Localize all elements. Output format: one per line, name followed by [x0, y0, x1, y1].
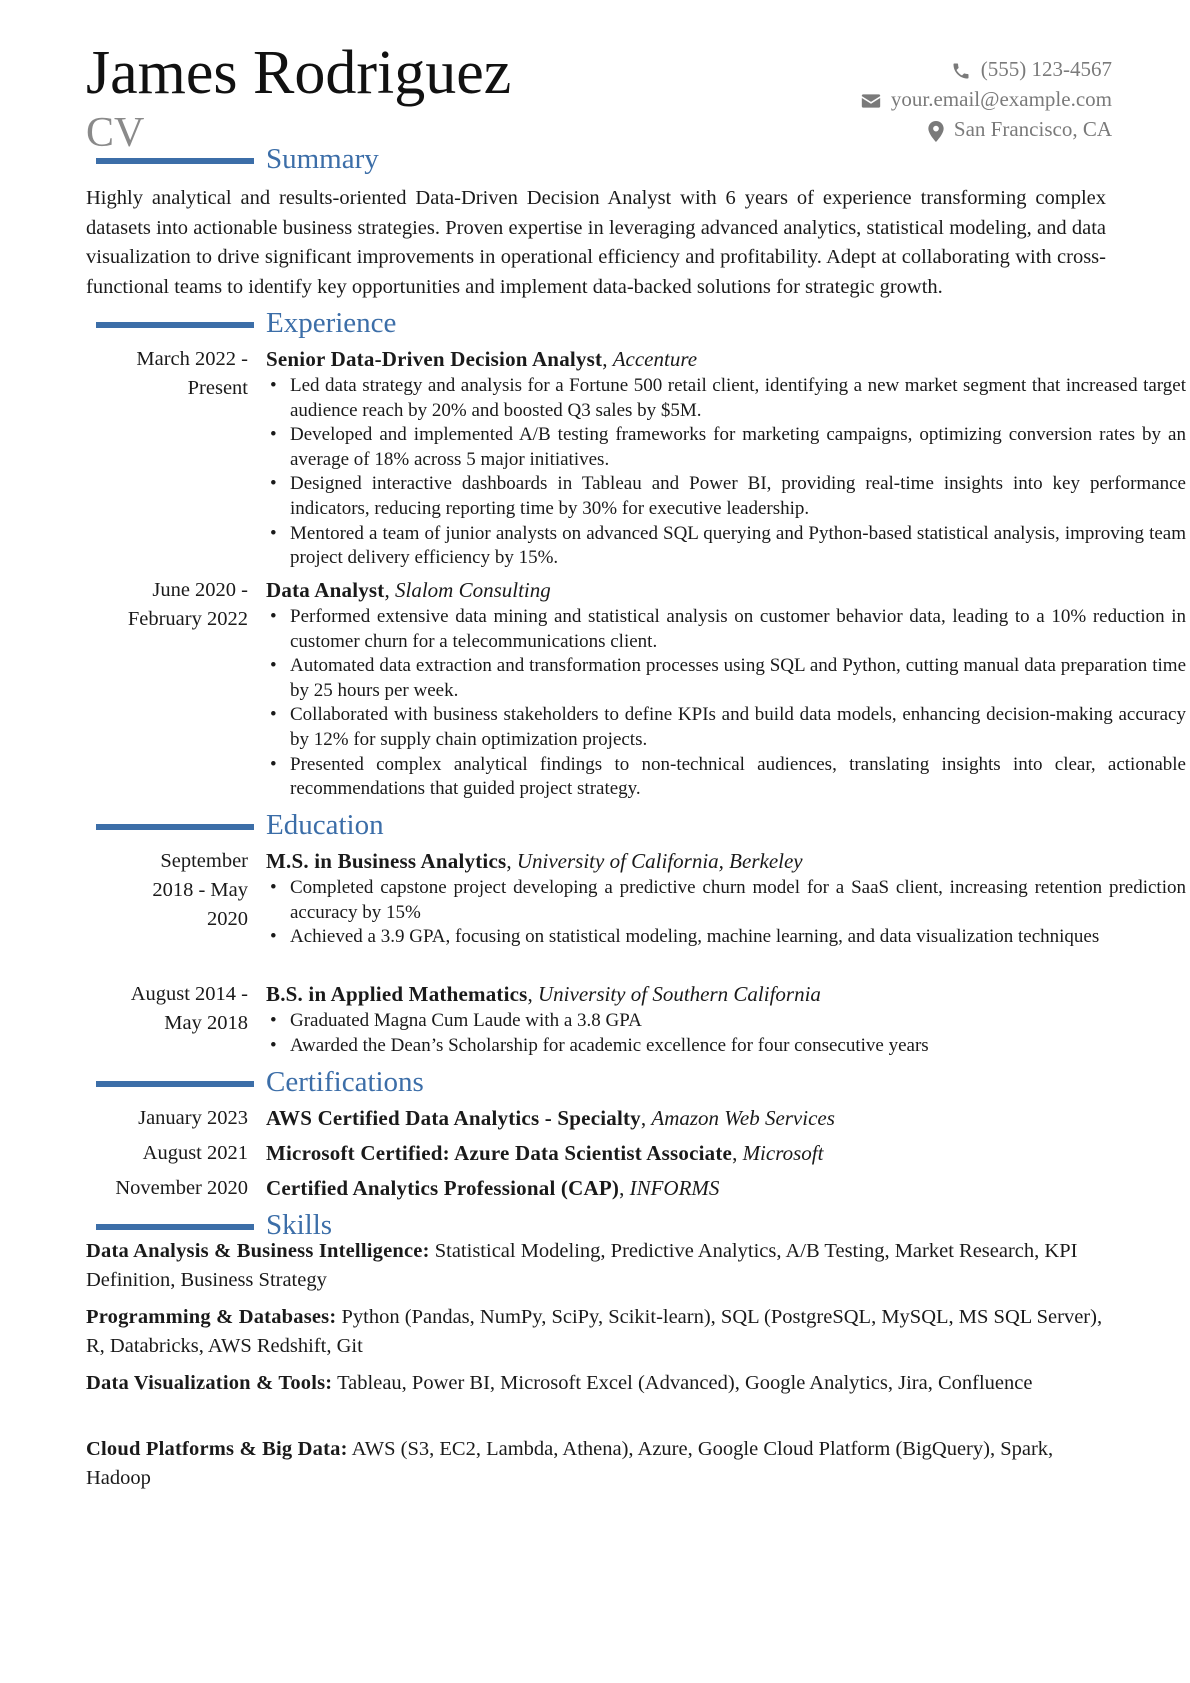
bullet-item: • Developed and implemented A/B testing frameworks for marketing campaigns, optimizing conversion rates by an average of 18% across 5 major initiatives.	[266, 423, 1186, 472]
bullet-item: • Awarded the Dean’s Scholarship for academic excellence for four consecutive years	[266, 1034, 1186, 1059]
bullet-item: • Graduated Magna Cum Laude with a 3.8 GPA	[266, 1009, 1186, 1034]
entry-body	[266, 847, 1186, 950]
date-start: March 2022 -	[136, 348, 248, 370]
entry-dates	[86, 345, 248, 403]
institution: University of California, Berkeley	[516, 849, 803, 873]
section-accent-bar	[96, 824, 254, 830]
certification-entry	[86, 1103, 1106, 1133]
certification-issuer: Microsoft	[742, 1141, 824, 1165]
date-line: September	[160, 850, 248, 872]
skill-group-values: AWS (S3, EC2, Lambda, Athena), Azure, Google Cloud Platform (BigQuery), Spark, Hadoop	[86, 1438, 1054, 1489]
envelope-icon	[861, 93, 881, 109]
certification-body: Microsoft Certified: Azure Data Scientist Associate, Microsoft	[266, 1141, 824, 1165]
employer: Slalom Consulting	[395, 578, 551, 602]
certification-body: AWS Certified Data Analytics - Specialty, Amazon Web Services	[266, 1106, 835, 1130]
skill-group-label: Data Visualization & Tools:	[86, 1372, 333, 1394]
certification-name: Microsoft Certified: Azure Data Scientist Associate	[266, 1141, 733, 1165]
bullet-item: • Performed extensive data mining and statistical analysis on customer behavior data, leading to a 10% reduction in customer churn for a telecommunications client.	[266, 605, 1186, 654]
document-subtitle: CV	[86, 110, 145, 156]
certification-name: AWS Certified Data Analytics - Specialty	[266, 1106, 641, 1130]
job-title: Senior Data-Driven Decision Analyst	[266, 347, 603, 371]
bullet-item: • Collaborated with business stakeholders to define KPIs and build data models, enhancing decision-making accuracy by 12% for supply chain optimization projects.	[266, 703, 1186, 752]
skill-group-values: Python (Pandas, NumPy, SciPy, Scikit-learn), SQL (PostgreSQL, MySQL, MS SQL Server), R, Databricks, AWS Redshift, Git	[86, 1306, 1103, 1357]
date-line: August 2014 -	[130, 983, 248, 1005]
entry-body	[266, 980, 1186, 1058]
entry-body	[266, 576, 1186, 802]
bullet-list	[266, 374, 1186, 571]
skill-group-label: Data Analysis & Business Intelligence:	[86, 1240, 430, 1262]
section-accent-bar	[96, 1081, 254, 1087]
bullet-item: • Presented complex analytical findings to non-technical audiences, translating insights into clear, actionable recommendations that guided project strategy.	[266, 753, 1186, 802]
entry-dates	[86, 576, 248, 634]
skill-group-values: Tableau, Power BI, Microsoft Excel (Advanced), Google Analytics, Jira, Confluence	[337, 1372, 1033, 1394]
certification-name: Certified Analytics Professional (CAP)	[266, 1176, 620, 1200]
job-title: Data Analyst	[266, 578, 385, 602]
bullet-item: • Led data strategy and analysis for a Fortune 500 retail client, identifying a new market segment that increased target audience reach by 20% and boosted Q3 sales by $5M.	[266, 374, 1186, 423]
section-accent-bar	[96, 1224, 254, 1230]
bullet-list	[266, 1009, 1186, 1058]
section-title: Education	[266, 809, 384, 841]
certification-body: Certified Analytics Professional (CAP), INFORMS	[266, 1176, 720, 1200]
skill-group-values: Statistical Modeling, Predictive Analytics, A/B Testing, Market Research, KPI Definition, Business Strategy	[86, 1240, 1078, 1291]
bullet-list	[266, 605, 1186, 802]
date-line: 2018 - May	[152, 879, 248, 901]
summary-text: Highly analytical and results-oriented Data-Driven Decision Analyst with 6 years of experience transforming complex datasets into actionable business strategies. Proven expertise in leveraging advanced analytics, statistical modeling, and data visualization to drive significant improvements in operational efficiency and profitability. Adept at collaborating with cross-functional teams to identify key opportunities and implement data-backed solutions for strategic growth.	[86, 187, 1106, 298]
contact-location	[861, 114, 1112, 144]
section-experience-header	[96, 309, 1116, 341]
date-end: February 2022	[127, 608, 248, 630]
entry-heading: B.S. in Applied Mathematics, University of Southern California	[266, 982, 821, 1006]
section-education-header	[96, 811, 1116, 843]
entry-dates	[86, 980, 248, 1038]
section-title: Skills	[266, 1209, 333, 1241]
bullet-item: • Designed interactive dashboards in Tableau and Power BI, providing real-time insights into key performance indicators, reducing reporting time by 30% for executive leadership.	[266, 472, 1186, 521]
date-line: 2020	[207, 908, 248, 930]
skill-group	[86, 1435, 1106, 1492]
contact-phone	[861, 54, 1112, 84]
map-pin-icon	[928, 121, 944, 142]
email-address[interactable]: your.email@example.com	[890, 87, 1112, 111]
certification-date: November 2020	[115, 1177, 248, 1199]
date-start: June 2020 -	[152, 579, 248, 601]
employer: Accenture	[612, 347, 698, 371]
section-certifications-header	[96, 1068, 1116, 1100]
certification-issuer: Amazon Web Services	[651, 1106, 835, 1130]
skill-group-label: Cloud Platforms & Big Data:	[86, 1438, 348, 1460]
certification-issuer: INFORMS	[629, 1176, 720, 1200]
contact-email	[861, 84, 1112, 114]
institution: University of Southern California	[538, 982, 821, 1006]
date-end: Present	[187, 377, 248, 399]
entry-body	[266, 345, 1186, 571]
section-title: Summary	[266, 143, 379, 175]
degree: M.S. in Business Analytics	[266, 849, 507, 873]
bullet-item: • Automated data extraction and transformation processes using SQL and Python, cutting manual data preparation time by 25 hours per week.	[266, 654, 1186, 703]
section-accent-bar	[96, 322, 254, 328]
skill-group	[86, 1237, 1106, 1294]
phone-number: (555) 123-4567	[980, 57, 1112, 81]
bullet-item: • Achieved a 3.9 GPA, focusing on statistical modeling, machine learning, and data visualization techniques	[266, 925, 1186, 950]
certification-entry	[86, 1173, 1106, 1203]
certification-date: August 2021	[142, 1142, 248, 1164]
skill-group-label: Programming & Databases:	[86, 1306, 337, 1328]
bullet-item: • Completed capstone project developing a predictive churn model for a SaaS client, increasing retention prediction accuracy by 15%	[266, 876, 1186, 925]
bullet-item: • Mentored a team of junior analysts on advanced SQL querying and Python-based statistical analysis, improving team project delivery efficiency by 15%.	[266, 522, 1186, 571]
degree: B.S. in Applied Mathematics	[266, 982, 528, 1006]
phone-icon	[951, 61, 971, 81]
section-title: Experience	[266, 307, 397, 339]
section-summary-header	[96, 145, 1116, 177]
date-line: May 2018	[164, 1012, 248, 1034]
section-title: Certifications	[266, 1066, 424, 1098]
certification-date: January 2023	[138, 1107, 248, 1129]
location-text: San Francisco, CA	[953, 117, 1112, 141]
entry-heading: Senior Data-Driven Decision Analyst, Accenture	[266, 347, 698, 371]
section-accent-bar	[96, 158, 254, 164]
skill-group	[86, 1369, 1106, 1398]
skill-group	[86, 1303, 1106, 1360]
certification-entry	[86, 1138, 1106, 1168]
entry-dates	[86, 847, 248, 934]
bullet-list	[266, 876, 1186, 950]
candidate-name: James Rodriguez	[86, 39, 512, 107]
entry-heading: Data Analyst, Slalom Consulting	[266, 578, 551, 602]
entry-heading: M.S. in Business Analytics, University of California, Berkeley	[266, 849, 803, 873]
contact-block	[861, 54, 1112, 144]
